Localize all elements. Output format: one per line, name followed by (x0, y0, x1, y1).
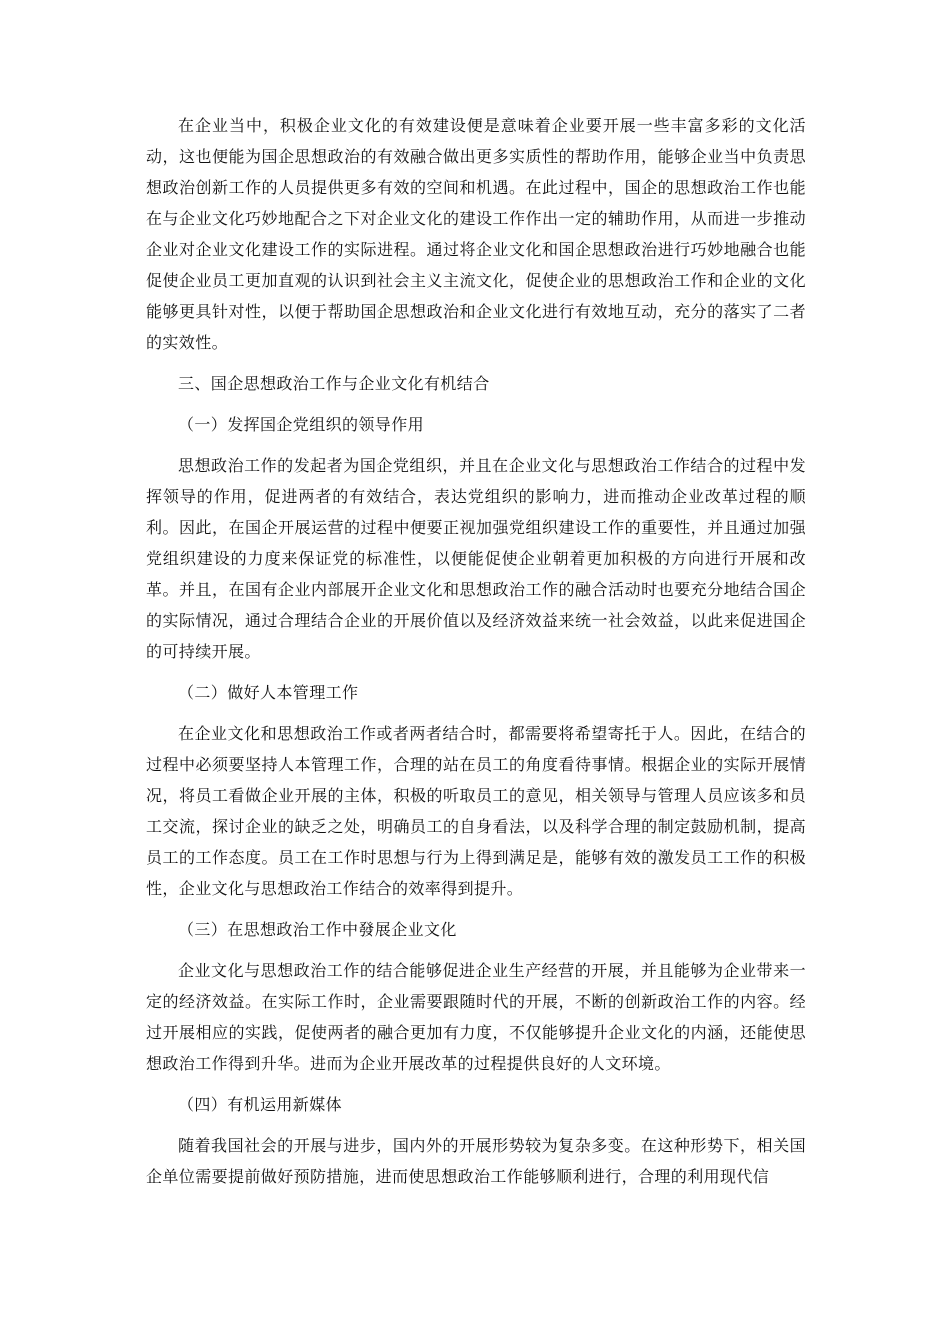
subsection-heading-1: （一）发挥国企党组织的领导作用 (178, 415, 425, 434)
paragraph-human-management: 在企业文化和思想政治工作或者两者结合时，都需要将希望寄托于人。因此，在结合的过程中必须要坚持人本管理工作，合理的站在员工的角度看待事情。根据企业的实际开展情况，将员工看做企业开展的主体，积极的听取员工的意见，相关领导与管理人员应该多和员工交流，探讨企业的缺乏之处，明确员工的自身看法，以及科学合理的制定鼓励机制，提高员工的工作态度。员工在工作时思想与行为上得到满足是，能够有效的激发员工工作的积极性，企业文化与思想政治工作结合的效率得到提升。 (146, 724, 806, 898)
paragraph-culture-integration: 在企业当中，积极企业文化的有效建设便是意味着企业要开展一些丰富多彩的文化活动，这也便能为国企思想政治的有效融合做出更多实质性的帮助作用，能够企业当中负责思想政治创新工作的人员提供更多有效的空间和机遇。在此过程中，国企的思想政治工作也能在与企业文化巧妙地配合之下对企业文化的建设工作作出一定的辅助作用，从而进一步推动企业对企业文化建设工作的实际进程。通过将企业文化和国企思想政治进行巧妙地融合也能促使企业员工更加直观的认识到社会主义主流文化，促使企业的思想政治工作和企业的文化能够更具针对性，以便于帮助国企思想政治和企业文化进行有效地互动，充分的落实了二者的实效性。 (146, 116, 806, 352)
paragraph-develop-culture: 企业文化与思想政治工作的结合能够促进企业生产经营的开展，并且能够为企业带来一定的经济效益。在实际工作时，企业需要跟随时代的开展，不断的创新政治工作的内容。经过开展相应的实践，促使两者的融合更加有力度，不仅能够提升企业文化的内涵，还能使思想政治工作得到升华。进而为企业开展改革的过程提供良好的人文环境。 (146, 961, 806, 1073)
subsection-heading-3: （三）在思想政治工作中發展企业文化 (178, 920, 457, 939)
section-heading-3: 三、国企思想政治工作与企业文化有机结合 (178, 374, 490, 393)
subsection-heading-2: （二）做好人本管理工作 (178, 683, 359, 702)
paragraph-new-media: 随着我国社会的开展与进步，国内外的开展形势较为复杂多变。在这种形势下，相关国企单位需要提前做好预防措施，进而使思想政治工作能够顺利进行，合理的利用现代信 (146, 1136, 806, 1186)
paragraph-party-leadership: 思想政治工作的发起者为国企党组织，并且在企业文化与思想政治工作结合的过程中发挥领导的作用，促进两者的有效结合，表达党组织的影响力，进而推动企业改革过程的顺利。因此，在国企开展运营的过程中便要正视加强党组织建设工作的重要性，并且通过加强党组织建设的力度来保证党的标准性，以便能促使企业朝着更加积极的方向进行开展和改革。并且，在国有企业内部展开企业文化和思想政治工作的融合活动时也要充分地结合国企的实际情况，通过合理结合企业的开展价值以及经济效益来统一社会效益，以此来促进国企的可持续开展。 (146, 456, 806, 661)
subsection-heading-4: （四）有机运用新媒体 (178, 1095, 343, 1114)
document-page (146, 110, 806, 1202)
